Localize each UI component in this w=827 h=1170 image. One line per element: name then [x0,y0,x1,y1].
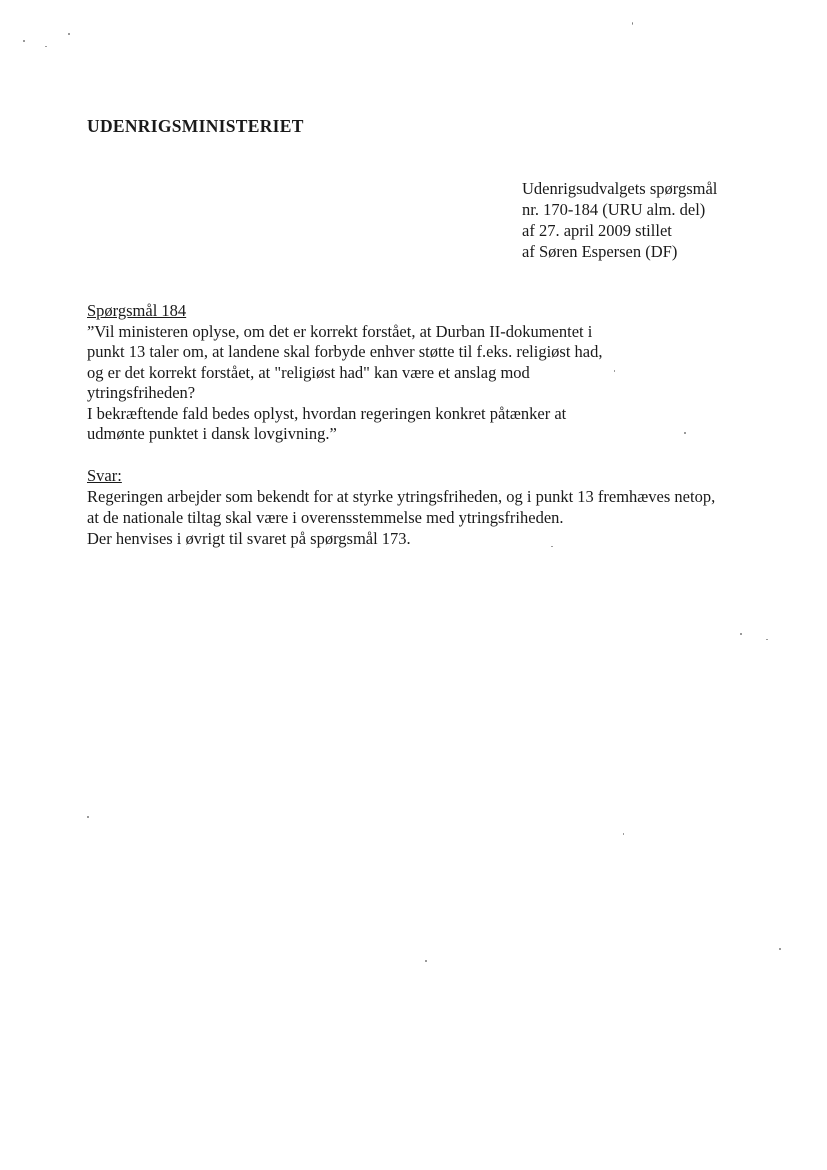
scan-speck [551,546,553,547]
reference-line: Udenrigsudvalgets spørgsmål [522,179,718,198]
scan-speck [684,432,686,434]
question-line: ”Vil ministeren oplyse, om det er korrekt forstået, at Durban II-dokumentet i [87,321,593,341]
scan-speck [614,370,615,372]
scan-speck [623,833,624,835]
question-line: udmønte punktet i dansk lovgivning.” [87,424,337,443]
question-line: I bekræftende fald bedes oplyst, hvordan regeringen konkret påtænker at [87,403,567,423]
reference-line: af 27. april 2009 stillet [522,221,672,240]
ministry-name: UDENRIGSMINISTERIET [87,116,304,136]
answer-line: Der henvises i øvrigt til svaret på spørgsmål 173. [87,529,411,548]
question-line: punkt 13 taler om, at landene skal forbyde enhver støtte til f.eks. religiøst had, [87,342,603,361]
scan-speck [87,816,89,818]
scan-speck [425,960,427,962]
answer-heading: Svar: [87,466,122,485]
question-heading: Spørgsmål 184 [87,301,187,320]
reference-line: af Søren Espersen (DF) [522,242,678,261]
scan-speck [68,33,70,35]
reference-block [522,178,717,262]
question-section [87,301,787,445]
question-line: og er det korrekt forstået, at "religiøst had" kan være et anslag mod [87,362,530,382]
question-line: ytringsfriheden? [87,383,196,402]
scan-speck [23,40,25,42]
answer-section [87,465,807,549]
scan-speck [632,22,633,25]
scan-speck [766,639,768,640]
scan-speck [45,46,47,47]
scan-speck [779,948,781,950]
answer-line: Regeringen arbejder som bekendt for at styrke ytringsfriheden, og i punkt 13 fremhæves netop, [87,487,716,506]
answer-line: at de nationale tiltag skal være i overensstemmelse med ytringsfriheden. [87,508,564,527]
reference-line: nr. 170-184 (URU alm. del) [522,200,706,219]
scan-speck [740,633,742,635]
